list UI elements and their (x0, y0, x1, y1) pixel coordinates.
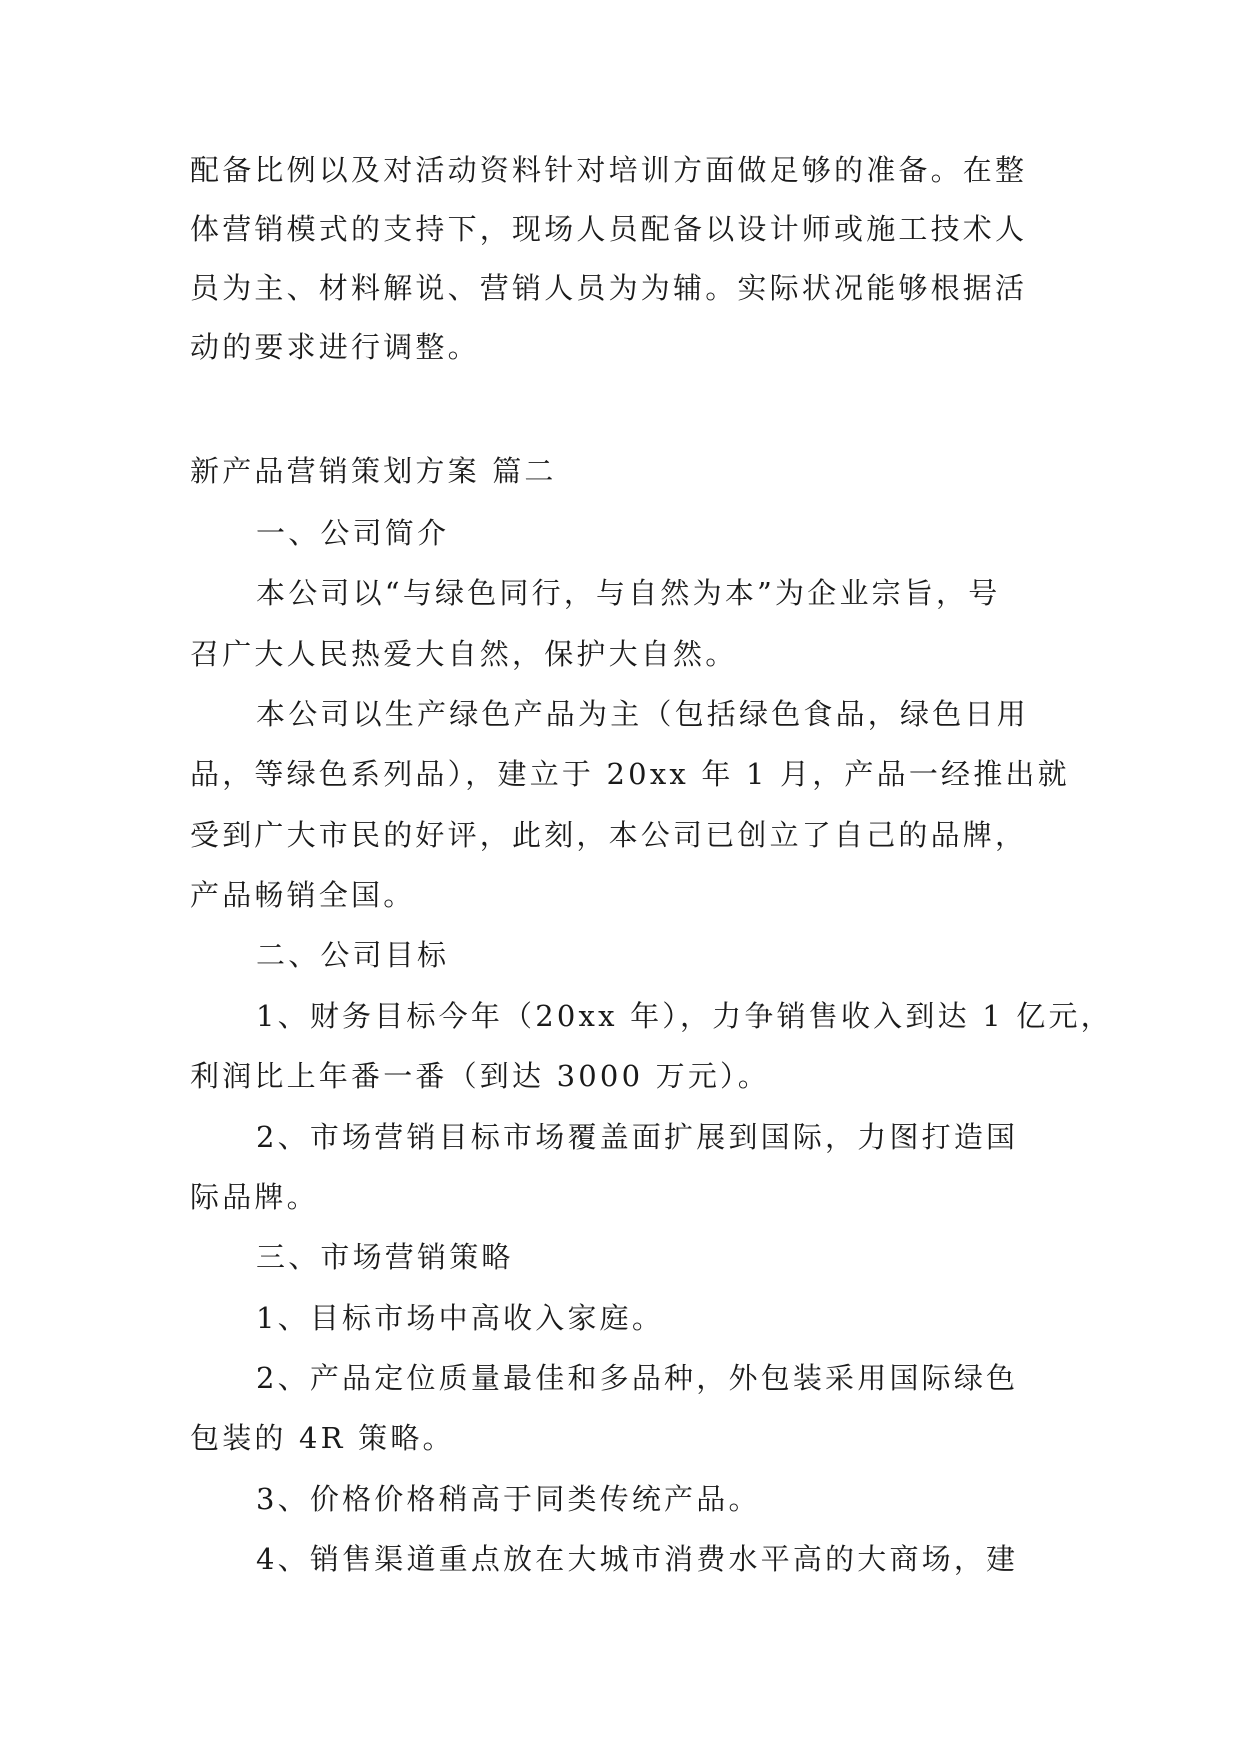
paragraph-line: 2、产品定位质量最佳和多品种，外包装采用国际绿色 (256, 1361, 1019, 1395)
paragraph-line: 3、价格价格稍高于同类传统产品。 (256, 1482, 761, 1516)
paragraph-line: 品，等绿色系列品），建立于 20xx 年 1 月，产品一经推出就 (190, 757, 1070, 791)
heading-company-goals: 二、公司目标 (256, 938, 450, 972)
paragraph-line: 本公司以“与绿色同行，与自然为本”为企业宗旨，号 (256, 576, 1001, 610)
paragraph-line: 利润比上年番一番（到达 3000 万元）。 (190, 1059, 770, 1093)
paragraph-line: 体营销模式的支持下，现场人员配备以设计师或施工技术人 (190, 212, 1028, 246)
paragraph-line: 4、销售渠道重点放在大城市消费水平高的大商场，建 (256, 1542, 1019, 1576)
paragraph-line: 1、目标市场中高收入家庭。 (256, 1301, 665, 1335)
paragraph-line: 本公司以生产绿色产品为主（包括绿色食品，绿色日用 (256, 697, 1029, 731)
paragraph-line: 2、市场营销目标市场覆盖面扩展到国际，力图打造国 (256, 1120, 1019, 1154)
paragraph-line: 动的要求进行调整。 (190, 330, 480, 364)
paragraph-line: 受到广大市民的好评，此刻，本公司已创立了自己的品牌， (190, 818, 1028, 852)
paragraph-line: 包装的 4R 策略。 (190, 1421, 455, 1455)
section-title: 新产品营销策划方案 篇二 (190, 454, 557, 488)
paragraph-line: 际品牌。 (190, 1180, 319, 1214)
paragraph-line: 召广大人民热爱大自然，保护大自然。 (190, 637, 738, 671)
paragraph-line: 配备比例以及对活动资料针对培训方面做足够的准备。在整 (190, 153, 1028, 187)
heading-company-intro: 一、公司简介 (256, 516, 450, 550)
paragraph-line: 产品畅销全国。 (190, 878, 416, 912)
paragraph-line: 1、财务目标今年（20xx 年），力争销售收入到达 1 亿元， (256, 999, 1113, 1033)
heading-marketing-strategy: 三、市场营销策略 (256, 1240, 514, 1274)
paragraph-line: 员为主、材料解说、营销人员为为辅。实际状况能够根据活 (190, 271, 1028, 305)
